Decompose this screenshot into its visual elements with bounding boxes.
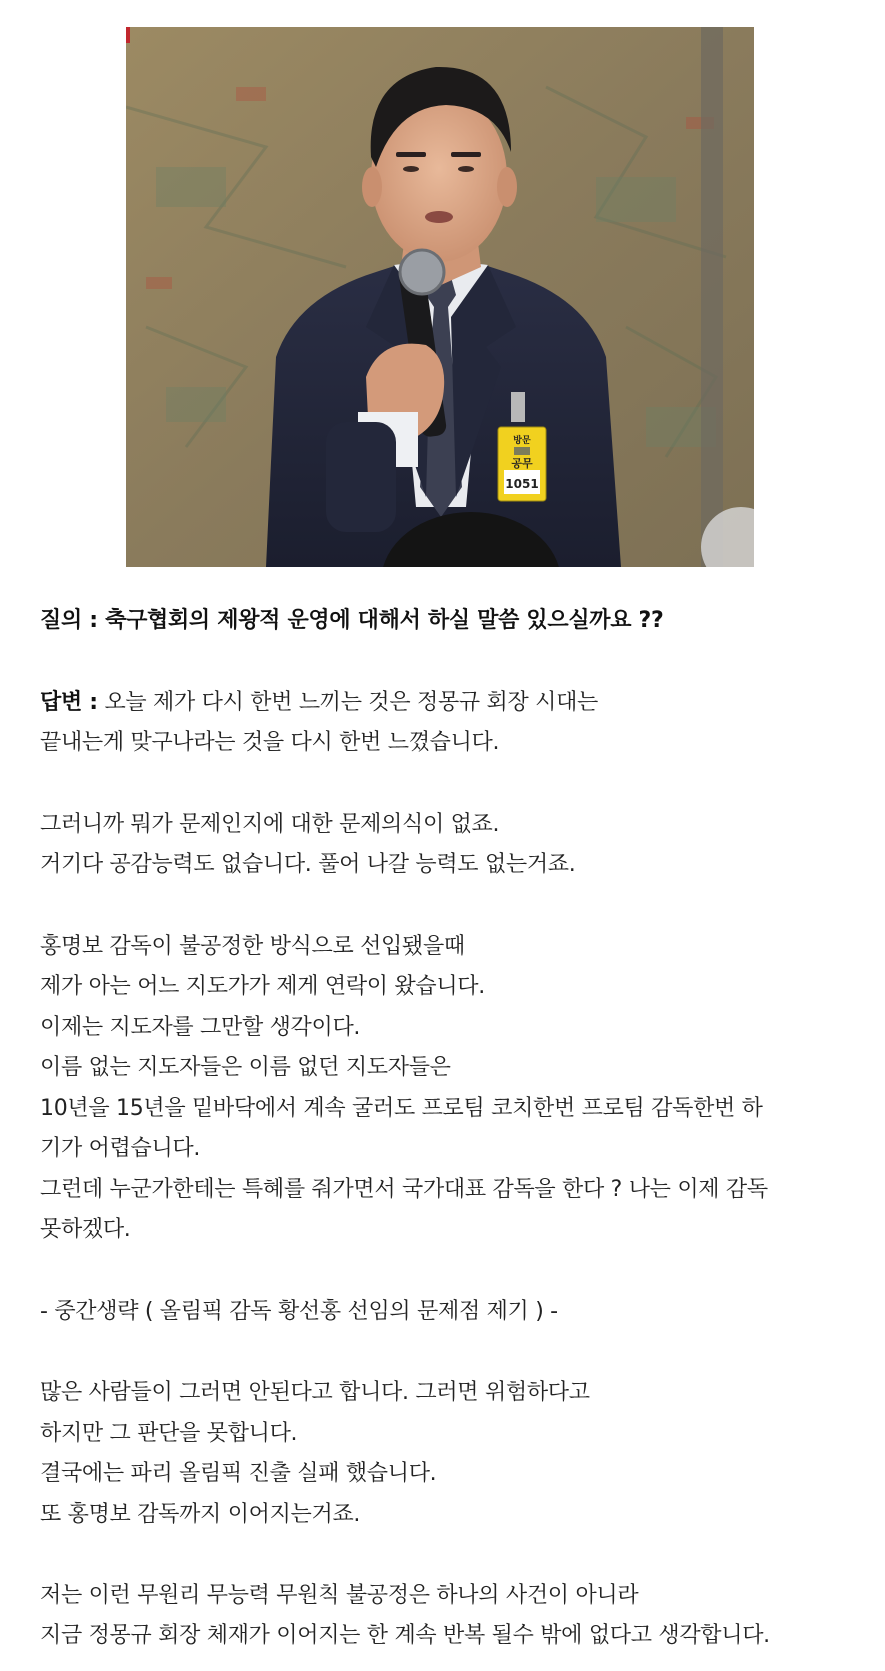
badge-word-text: 공무 xyxy=(511,457,533,470)
answer-first-text: 오늘 제가 다시 한번 느끼는 것은 정몽규 회장 시대는 xyxy=(97,690,598,715)
answer-line: 그런데 누군가한테는 특혜를 줘가면서 국가대표 감독을 한다 ? 나는 이제 감독 xyxy=(40,1177,768,1202)
answer-label: 답변 : xyxy=(40,690,98,715)
answer-line: 많은 사람들이 그러면 안된다고 합니다. 그러면 위험하다고 xyxy=(40,1380,590,1405)
badge-number-text: 1051 xyxy=(505,477,539,491)
answer-first-line xyxy=(40,688,598,718)
answer-line: 기가 어렵습니다. xyxy=(40,1136,201,1161)
answer-line: 또 홍명보 감독까지 이어지는거죠. xyxy=(40,1502,361,1527)
answer-line: 이제는 지도자를 그만할 생각이다. xyxy=(40,1015,361,1040)
badge-top-text: 방문 xyxy=(513,436,531,446)
answer-line: 못하겠다. xyxy=(40,1217,131,1242)
question-label: 질의 : xyxy=(40,608,98,633)
answer-line: 홍명보 감독이 불공정한 방식으로 선입됐을때 xyxy=(40,934,465,959)
answer-line: 거기다 공감능력도 없습니다. 풀어 나갈 능력도 없는거죠. xyxy=(40,852,576,877)
answer-line: 하지만 그 판단을 못합니다. xyxy=(40,1421,298,1446)
answer-line: 이름 없는 지도자들은 이름 없던 지도자들은 xyxy=(40,1055,451,1080)
question-text: 축구협회의 제왕적 운영에 대해서 하실 말씀 있으실까요 ?? xyxy=(97,608,664,633)
answer-line: 10년을 15년을 밑바닥에서 계속 굴러도 프로팀 코치한번 프로팀 감독한번 하 xyxy=(40,1096,763,1121)
omitted-note: - 중간생략 ( 올림픽 감독 황선홍 선임의 문제점 제기 ) - xyxy=(40,1299,558,1324)
answer-line: 지금 정몽규 회장 체재가 이어지는 한 계속 반복 될수 밖에 없다고 생각합니다. xyxy=(40,1623,770,1648)
speaker-photo-illustration xyxy=(126,27,754,567)
article-photo xyxy=(126,27,754,567)
answer-line: 그러니까 뭐가 문제인지에 대한 문제의식이 없죠. xyxy=(40,812,500,837)
answer-line: 제가 아는 어느 지도가가 제게 연락이 왔습니다. xyxy=(40,974,485,999)
question-line xyxy=(40,606,663,636)
answer-line: 끝내는게 맞구나라는 것을 다시 한번 느꼈습니다. xyxy=(40,730,500,755)
answer-line: 결국에는 파리 올림픽 진출 실패 했습니다. xyxy=(40,1461,437,1486)
answer-line: 저는 이런 무원리 무능력 무원칙 불공정은 하나의 사건이 아니라 xyxy=(40,1583,639,1608)
